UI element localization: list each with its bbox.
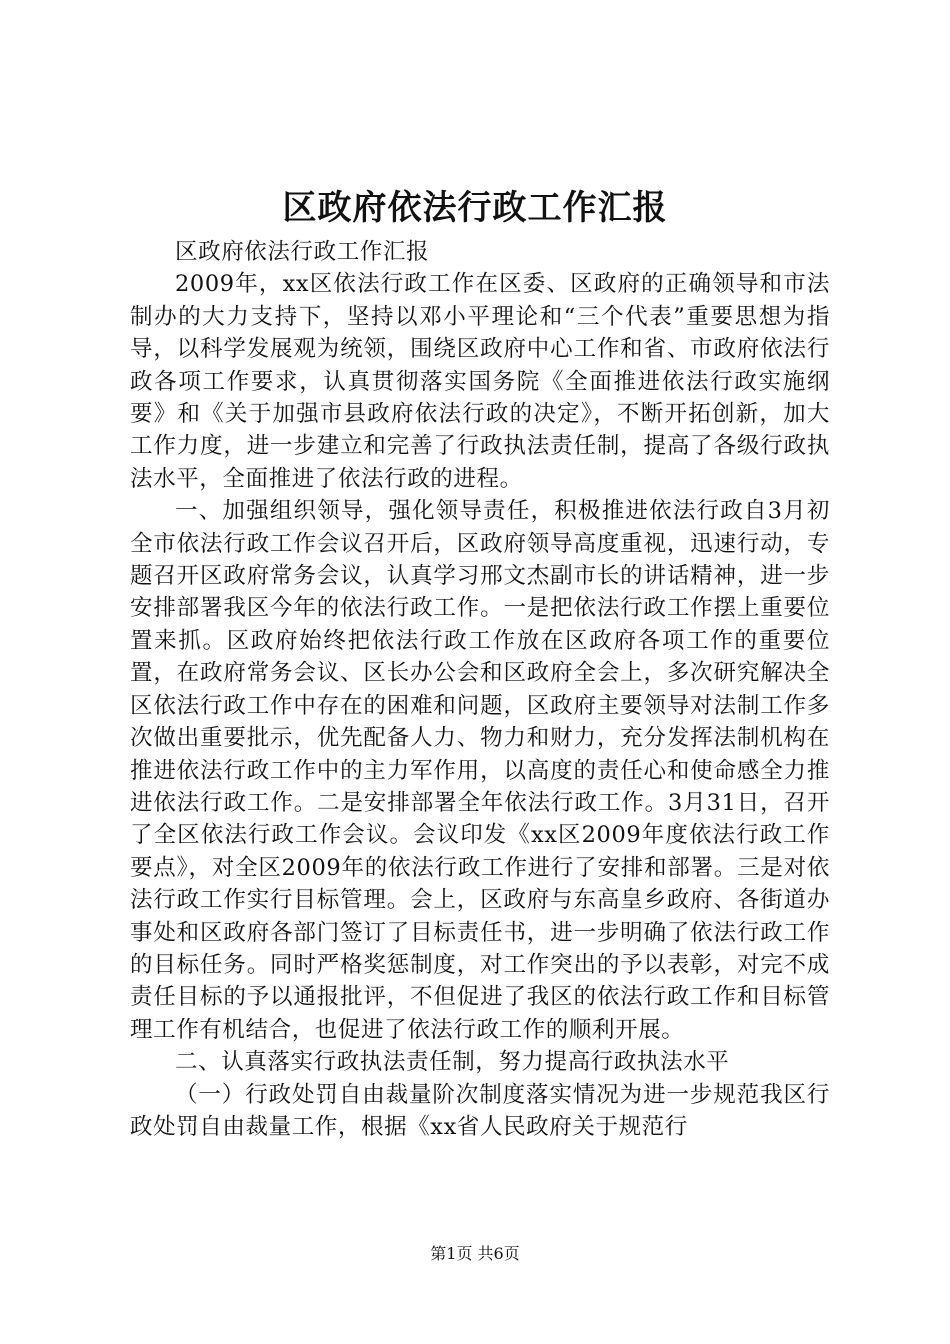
paragraph-section-2-heading: 二、认真落实行政执法责任制，努力提高行政执法水平: [175, 1049, 730, 1076]
document-title: 区政府依法行政工作汇报: [282, 188, 668, 228]
paragraph-subtitle: 区政府依法行政工作汇报: [175, 239, 430, 265]
paragraph-section-2-1: （一）行政处罚自由裁量阶次制度落实情况为进一步规范我区行政处罚自由裁量工作，根据《xx省人民政府关于规范行: [130, 1081, 830, 1140]
paragraph-section-1: 一、加强组织领导，强化领导责任，积极推进依法行政自3月初全市依法行政工作会议召开后，区政府领导高度重视，迅速行动，专题召开区政府常务会议，认真学习邢文杰副市长的讲话精神，进一步安排部署我区今年的依法行政工作。一是把依法行政工作摆上重要位置来抓。区政府始终把依法行政工作放在区政府各项工作的重要位置，在政府常务会议、区长办公会和区政府全会上，多次研究解决全区依法行政工作中存在的困难和问题，区政府主要领导对法制工作多次做出重要批示，优先配备人力、物力和财力，充分发挥法制机构在推进依法行政工作中的主力军作用，以高度的责任心和使命感全力推进依法行政工作。二是安排部署全年依法行政工作。3月31日，召开了全区依法行政工作会议。会议印发《xx区2009年度依法行政工作要点》，对全区2009年的依法行政工作进行了安排和部署。三是对依法行政工作实行目标管理。会上，区政府与东高皇乡政府、各街道办事处和区政府各部门签订了目标责任书，进一步明确了依法行政工作的目标任务。同时严格奖惩制度，对工作突出的予以表彰，对完不成责任目标的予以通报批评，不但促进了我区的依法行政工作和目标管理工作有机结合，也促进了依法行政工作的顺利开展。: [130, 498, 830, 1043]
paragraph-intro: 2009年，xx区依法行政工作在区委、区政府的正确领导和市法制办的大力支持下，坚持以邓小平理论和“三个代表”重要思想为指导，以科学发展观为统领，围绕区政府中心工作和省、市政府依法行政各项工作要求，认真贯彻落实国务院《全面推进依法行政实施纲要》和《关于加强市县政府依法行政的决定》，不断开拓创新，加大工作力度，进一步建立和完善了行政执法责任制，提高了各级行政执法水平，全面推进了依法行政的进程。: [130, 271, 830, 492]
page-number-footer: 第1页 共6页: [430, 1244, 520, 1263]
document-body: [130, 236, 830, 1143]
